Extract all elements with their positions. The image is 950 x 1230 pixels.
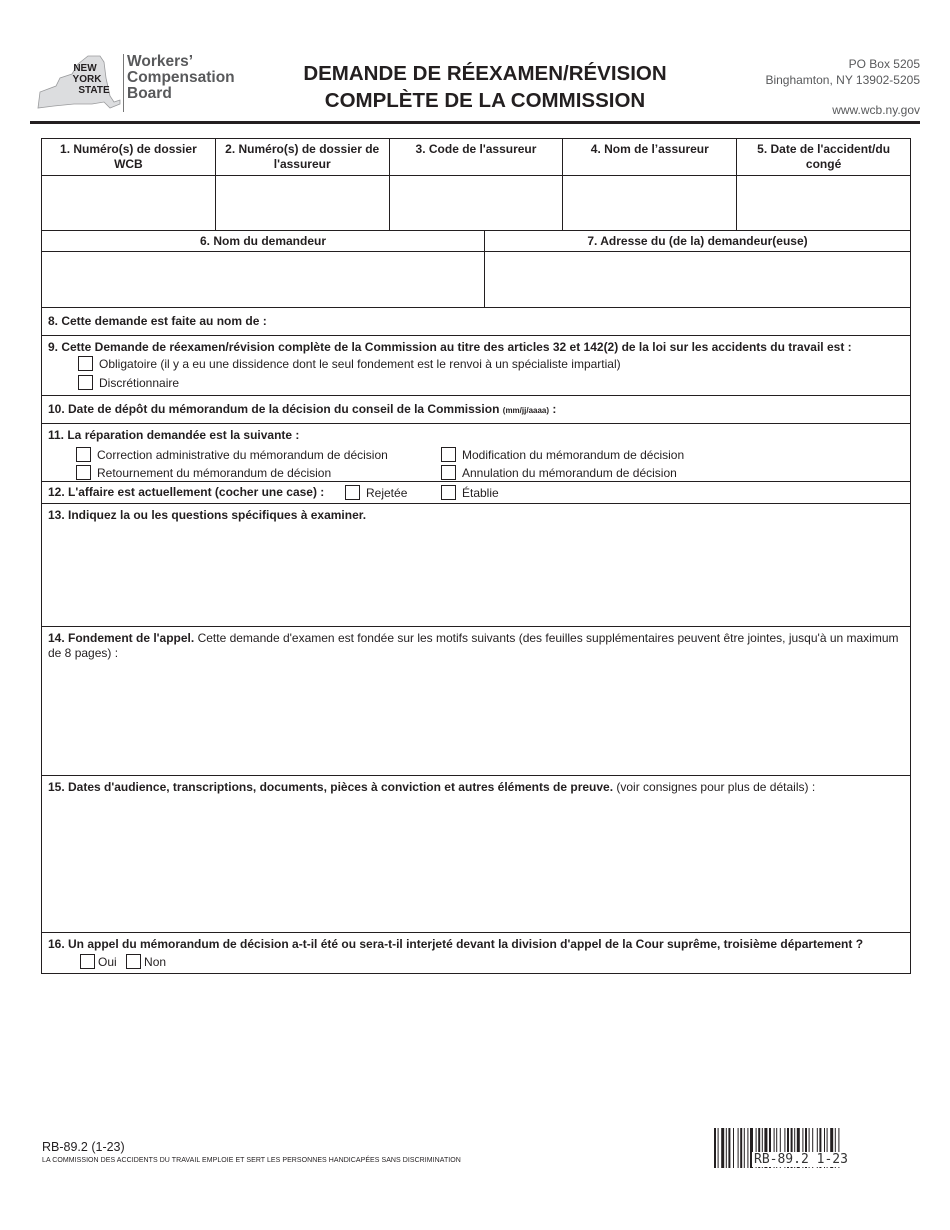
form-title-line1: DEMANDE DE RÉEXAMEN/RÉVISION <box>303 62 667 85</box>
modification-checkbox[interactable] <box>441 447 456 462</box>
obligatoire-checkbox[interactable] <box>78 356 93 371</box>
field-13-row[interactable] <box>41 504 911 627</box>
field-11-left-options <box>76 446 388 482</box>
mailing-address <box>765 56 920 88</box>
applicant-address-field[interactable] <box>485 252 911 308</box>
correction-checkbox[interactable] <box>76 447 91 462</box>
field-8-row[interactable] <box>41 308 911 336</box>
option-obligatoire[interactable] <box>48 355 904 374</box>
option-retournement[interactable] <box>76 464 388 482</box>
logo-agency-line1: Workers’ <box>127 53 194 70</box>
website: www.wcb.ny.gov <box>832 103 920 117</box>
address-line2: Binghamton, NY 13902-5205 <box>765 73 920 87</box>
field-11-right-options <box>441 446 684 482</box>
non-checkbox[interactable] <box>126 954 141 969</box>
oui-checkbox[interactable] <box>80 954 95 969</box>
applicant-table <box>41 230 911 308</box>
header-rule <box>30 121 920 124</box>
discretionnaire-label: Discrétionnaire <box>99 376 180 390</box>
eeo-statement: LA COMMISSION DES ACCIDENTS DU TRAVAIL EMPLOIE ET SERT LES PERSONNES HANDICAPÉES SANS DISCRIMINATION <box>42 1157 461 1164</box>
insurer-name-field[interactable] <box>563 176 737 231</box>
form-title-line2: COMPLÈTE DE LA COMMISSION <box>324 89 646 112</box>
field-2-label: 2. Numéro(s) de dossier de l'assureur <box>215 139 389 176</box>
non-label: Non <box>144 955 167 969</box>
obligatoire-label: Obligatoire (il y a eu une dissidence dont le seul fondement est le renvoi à un spécialiste impartial) <box>99 357 621 371</box>
field-11-label: 11. La réparation demandée est la suivante : <box>48 428 300 442</box>
field-12-row <box>41 482 911 504</box>
option-annulation[interactable] <box>441 464 684 482</box>
form-code: RB-89.2 (1-23) <box>42 1140 125 1154</box>
field-14-row[interactable] <box>41 627 911 776</box>
field-14-description: Cette demande d'examen est fondée sur les motifs suivants (des feuilles supplémentaires peuvent être jointes, jusqu'à un maximum de 8 pages) : <box>48 631 899 660</box>
retournement-checkbox[interactable] <box>76 465 91 480</box>
logo-state-line1: NEW <box>73 63 97 74</box>
field-15-label: 15. Dates d'audience, transcriptions, documents, pièces à conviction et autres éléments de preuve. <box>48 780 614 794</box>
field-10-row[interactable] <box>41 396 911 424</box>
wcb-case-number-field[interactable] <box>42 176 216 231</box>
annulation-label: Annulation du mémorandum de décision <box>462 466 677 480</box>
barcode-text: RB-89.2 1-23 <box>754 1152 848 1167</box>
rejetee-checkbox[interactable] <box>345 485 360 500</box>
option-modification[interactable] <box>441 446 684 464</box>
applicant-name-field[interactable] <box>42 252 485 308</box>
field-12-label: 12. L'affaire est actuellement (cocher une case) : <box>48 485 325 499</box>
logo-state-line3: STATE <box>78 85 110 96</box>
field-7-label: 7. Adresse du (de la) demandeur(euse) <box>485 231 911 252</box>
etablie-label: Établie <box>462 486 499 500</box>
field-16-options <box>48 952 904 972</box>
rejetee-label: Rejetée <box>366 486 408 500</box>
field-15-row[interactable] <box>41 776 911 933</box>
logo-state-line2: YORK <box>72 74 102 85</box>
logo-agency-line3: Board <box>127 85 172 102</box>
appeal-form <box>41 138 911 974</box>
field-6-label: 6. Nom du demandeur <box>42 231 485 252</box>
field-9-label: 9. Cette Demande de réexamen/révision complète de la Commission au titre des articles 32 et 142(2) de la loi sur les accidents du travail est : <box>48 340 852 354</box>
field-16-row <box>41 933 911 974</box>
field-10-format: (mm/jj/aaaa) <box>502 406 550 415</box>
field-8-label: 8. Cette demande est faite au nom de : <box>48 314 267 328</box>
modification-label: Modification du mémorandum de décision <box>462 448 685 462</box>
field-10-label: 10. Date de dépôt du mémorandum de la décision du conseil de la Commission <box>48 402 500 416</box>
field-9-row <box>41 336 911 396</box>
wcb-logo <box>34 52 234 114</box>
field-4-label: 4. Nom de l’assureur <box>563 139 737 176</box>
field-3-label: 3. Code de l'assureur <box>389 139 563 176</box>
field-16-label: 16. Un appel du mémorandum de décision a-t-il été ou sera-t-il interjeté devant la division d'appel de la Cour suprême, troisième département ? <box>48 937 864 951</box>
option-rejetee[interactable] <box>345 485 407 501</box>
option-non[interactable] <box>126 955 166 969</box>
oui-label: Oui <box>98 955 117 969</box>
correction-label: Correction administrative du mémorandum de décision <box>97 448 388 462</box>
field-1-label: 1. Numéro(s) de dossier WCB <box>42 139 216 176</box>
field-13-label: 13. Indiquez la ou les questions spécifiques à examiner. <box>48 508 367 522</box>
annulation-checkbox[interactable] <box>441 465 456 480</box>
option-oui[interactable] <box>80 955 117 969</box>
address-line1: PO Box 5205 <box>848 57 920 71</box>
field-5-label: 5. Date de l'accident/du congé <box>737 139 911 176</box>
field-14-label: 14. Fondement de l'appel. <box>48 631 195 645</box>
identification-table <box>41 138 911 231</box>
retournement-label: Retournement du mémorandum de décision <box>97 466 332 480</box>
insurer-code-field[interactable] <box>389 176 563 231</box>
logo-agency-line2: Compensation <box>127 69 235 86</box>
option-correction[interactable] <box>76 446 388 464</box>
accident-date-field[interactable] <box>737 176 911 231</box>
field-11-row <box>41 424 911 482</box>
new-york-state-map-icon <box>34 52 122 112</box>
field-10-colon: : <box>552 402 557 416</box>
logo-divider <box>123 54 124 112</box>
form-title <box>250 60 720 114</box>
option-etablie[interactable] <box>441 485 499 501</box>
insurer-case-number-field[interactable] <box>215 176 389 231</box>
option-discretionnaire[interactable] <box>48 374 904 393</box>
discretionnaire-checkbox[interactable] <box>78 375 93 390</box>
field-15-description: (voir consignes pour plus de détails) : <box>616 780 816 794</box>
logo-agency-name <box>127 54 235 102</box>
etablie-checkbox[interactable] <box>441 485 456 500</box>
